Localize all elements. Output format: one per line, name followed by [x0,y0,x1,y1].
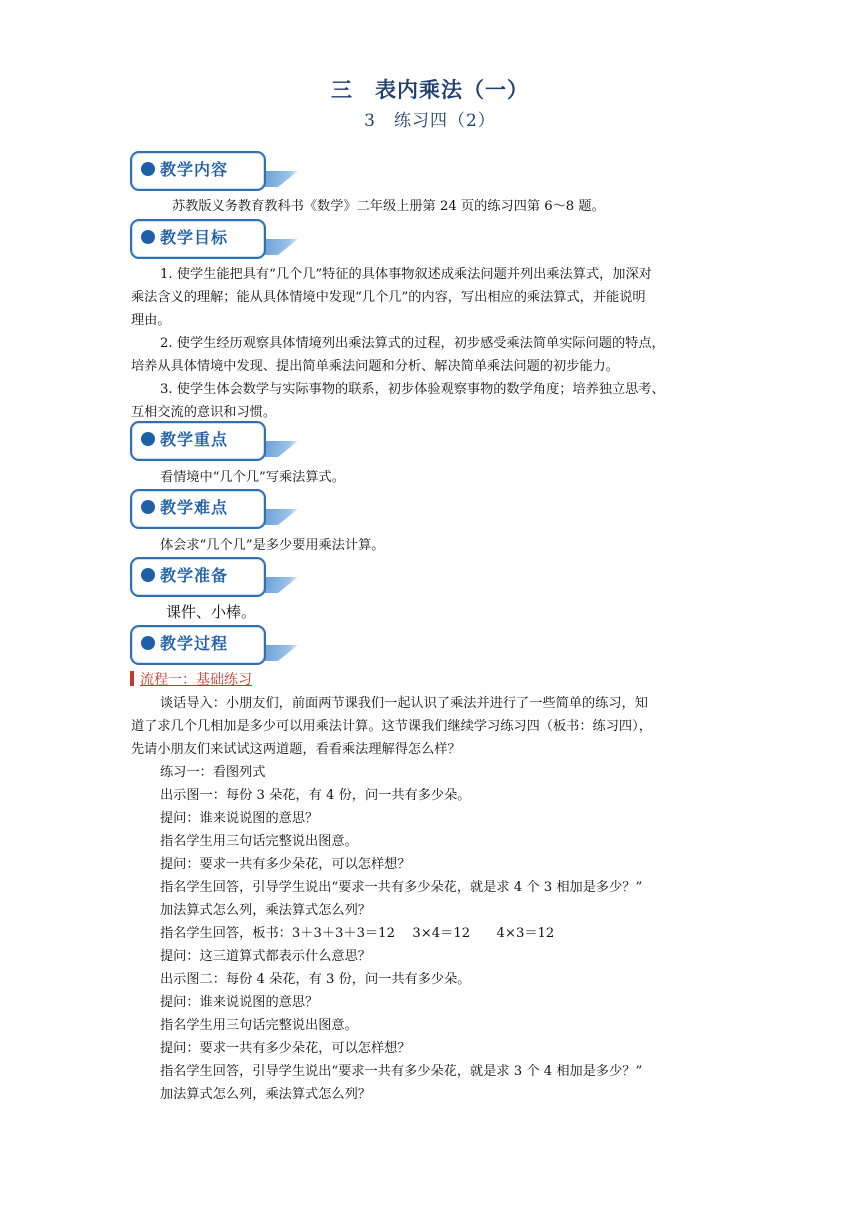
bullet-dot-icon [141,636,155,650]
process-line: 指名学生回答，引导学生说出“要求一共有多少朵花，就是求 3 个 4 相加是多少？” [160,1064,643,1079]
section-header-difficulty [130,489,310,529]
content-text: 苏教版义务教育教科书《数学》二年级上册第 24 页的练习四第 6～8 题。 [172,199,605,214]
process-line: 提问：这三道算式都表示什么意思？ [160,949,371,964]
section-heading: 教学重点 [160,430,229,449]
process-line: 出示图二：每份 4 朵花，有 3 份，问一共有多少朵。 [160,972,471,987]
process-line: 练习一：看图列式 [160,765,266,780]
process-line: 提问：要求一共有多少朵花，可以怎样想？ [160,1041,411,1056]
section-heading: 教学内容 [160,160,229,179]
process-line: 提问：谁来说说图的意思？ [160,811,319,826]
process-line: 出示图一：每份 3 朵花，有 4 份，问一共有多少朵。 [160,788,471,803]
process-line: 加法算式怎么列，乘法算式怎么列？ [160,903,371,918]
section-heading: 教学过程 [160,634,229,653]
section-header-goals [130,219,310,259]
process-line: 谈话导入：小朋友们，前面两节课我们一起认识了乘法并进行了一些简单的练习，知 [160,696,648,711]
process-line: 提问：要求一共有多少朵花，可以怎样想？ [160,857,411,872]
goal-line: 2. 使学生经历观察具体情境列出乘法算式的过程，初步感受乘法简单实际问题的特点， [160,336,665,351]
process-line: 道了求几个几相加是多少可以用乘法计算。这节课我们继续学习练习四（板书：练习四）， [131,719,652,734]
process-line: 指名学生用三句话完整说出图意。 [160,1018,358,1033]
process-line: 指名学生用三句话完整说出图意。 [160,834,358,849]
bullet-dot-icon [141,500,155,514]
goal-line: 互相交流的意识和习惯。 [131,405,277,420]
section-header-key [130,421,310,461]
bullet-dot-icon [141,230,155,244]
process-line: 先请小朋友们来试试这两道题，看看乘法理解得怎么样？ [131,742,461,757]
section-heading: 教学难点 [160,498,229,517]
flow-title-text: 流程一：基础练习 [140,672,252,688]
difficulty-text: 体会求“几个几”是多少要用乘法计算。 [160,538,385,553]
process-line: 指名学生回答，引导学生说出“要求一共有多少朵花，就是求 4 个 3 相加是多少？” [160,880,643,895]
preparation-text: 课件、小棒。 [166,603,257,621]
process-line: 提问：谁来说说图的意思？ [160,995,319,1010]
process-line: 指名学生回答，板书：3＋3＋3＋3＝12 3×4＝12 4×3＝12 [160,926,555,941]
section-heading: 教学目标 [160,228,229,247]
section-header-content [130,151,310,191]
page-subtitle: 3 练习四（2） [364,111,496,131]
page-title: 三 表内乘法（一） [331,77,529,102]
section-header-preparation [130,557,310,597]
process-line: 加法算式怎么列，乘法算式怎么列？ [160,1087,371,1102]
bullet-dot-icon [141,162,155,176]
section-header-process [130,625,310,665]
bullet-dot-icon [141,432,155,446]
key-text: 看情境中“几个几”写乘法算式。 [160,470,345,485]
goal-line: 3. 使学生体会数学与实际事物的联系，初步体验观察事物的数学角度；培养独立思考、 [160,382,665,397]
goal-line: 培养从具体情境中发现、提出简单乘法问题和分析、解决简单乘法问题的初步能力。 [131,359,619,374]
flow-title [130,669,252,689]
bullet-dot-icon [141,568,155,582]
flow-marker-bar [130,671,134,686]
goal-line: 1. 使学生能把具有“几个几”特征的具体事物叙述成乘法问题并列出乘法算式，加深对 [160,267,652,282]
goal-line: 乘法含义的理解；能从具体情境中发现“几个几”的内容，写出相应的乘法算式，并能说明 [131,290,646,305]
section-heading: 教学准备 [160,566,229,585]
goal-line: 理由。 [131,313,171,328]
